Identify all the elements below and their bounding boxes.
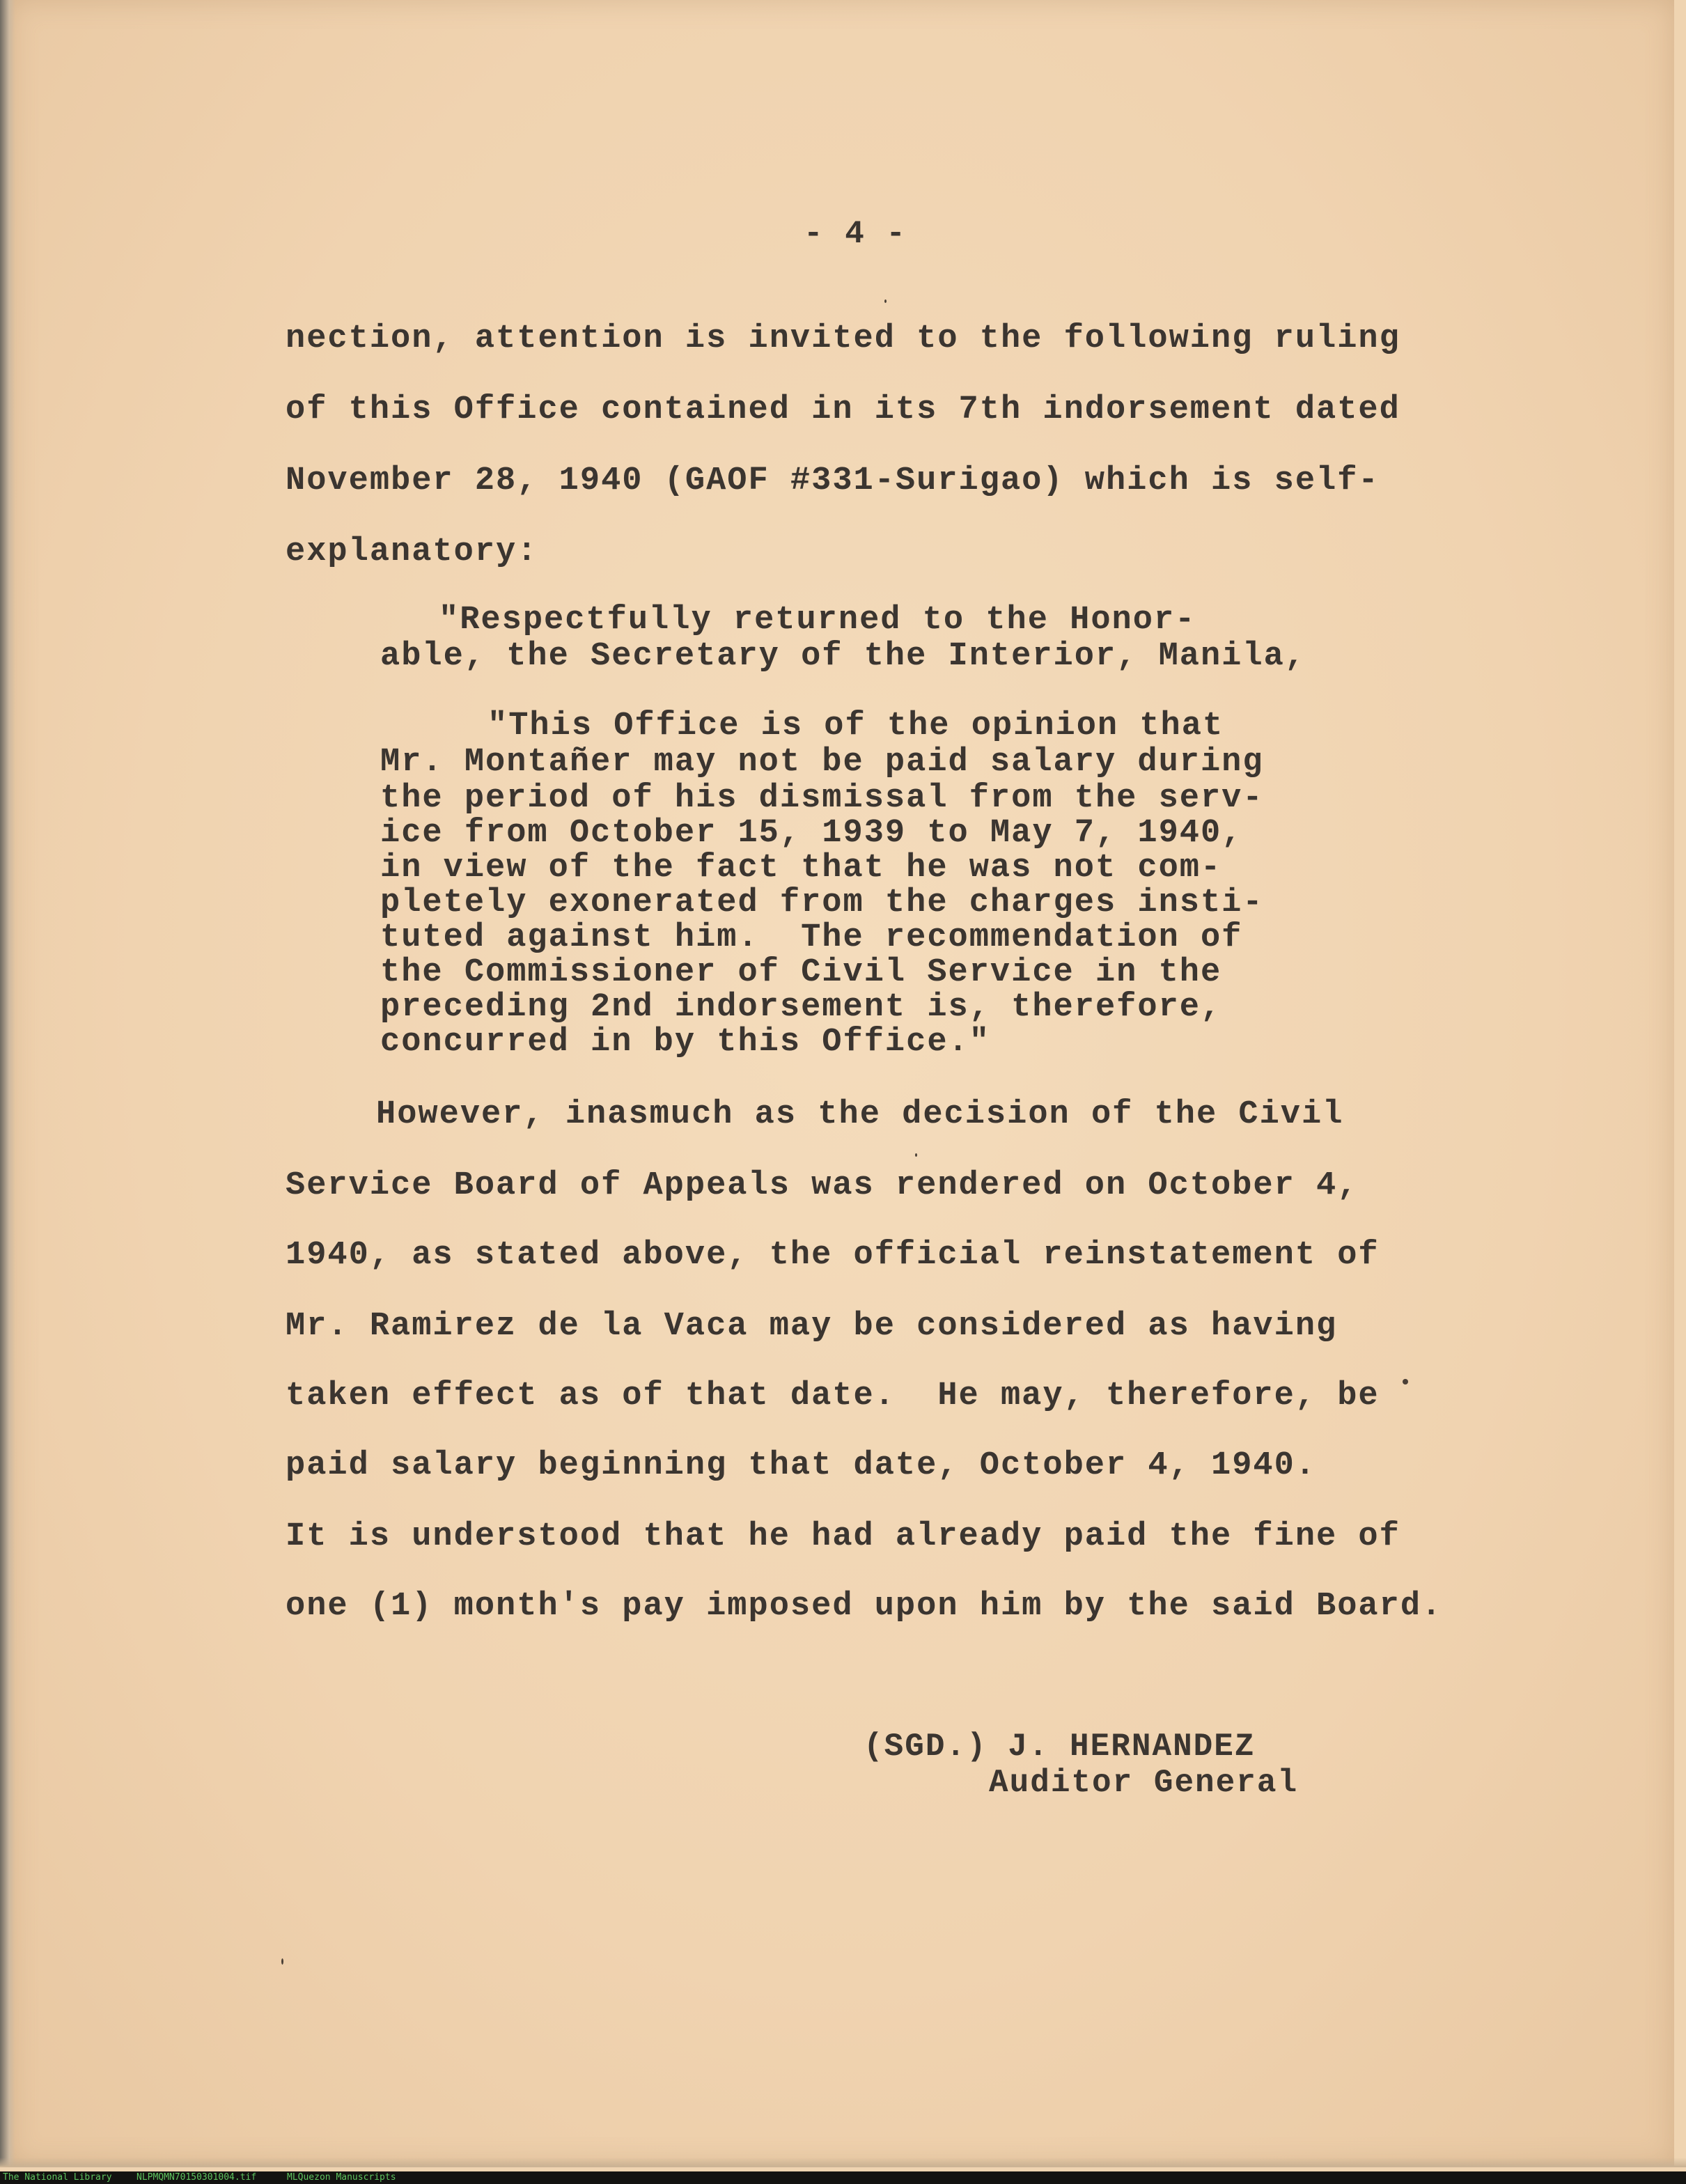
paper-sheet	[10, 0, 1674, 2166]
closing-line: However, inasmuch as the decision of the Civil	[376, 1096, 1344, 1133]
quote-body-line: the period of his dismissal from the serv-	[380, 780, 1264, 817]
closing-line: It is understood that he had already paid the fine of	[286, 1518, 1400, 1555]
opening-line: nection, attention is invited to the following ruling	[286, 320, 1400, 357]
scan-footer	[0, 2171, 1686, 2184]
signature-name: (SGD.) J. HERNANDEZ	[864, 1729, 1256, 1765]
closing-line: Mr. Ramirez de la Vaca may be considered as having	[286, 1308, 1338, 1345]
quote-body-line: preceding 2nd indorsement is, therefore,	[380, 989, 1222, 1026]
paper-edge-bottom	[0, 2158, 1686, 2167]
opening-line: November 28, 1940 (GAOF #331-Surigao) which is self-	[286, 462, 1380, 499]
quote-body-line: concurred in by this Office."	[380, 1024, 990, 1061]
closing-line: one (1) month's pay imposed upon him by the said Board.	[286, 1588, 1443, 1625]
quote-body-line: ice from October 15, 1939 to May 7, 1940,	[380, 815, 1243, 852]
footer-library: The National Library	[3, 2172, 112, 2183]
closing-line: Service Board of Appeals was rendered on October 4,	[286, 1167, 1359, 1204]
paper-edge-left	[0, 0, 15, 2166]
paper-speck	[915, 1153, 917, 1157]
closing-line: paid salary beginning that date, October 4, 1940.	[286, 1447, 1317, 1484]
paper-speck	[884, 299, 887, 303]
quote-body-line: tuted against him. The recommendation of	[380, 919, 1243, 956]
footer-file-name: NLPMQMN70150301004.tif	[136, 2172, 257, 2183]
quote-body-line: in view of the fact that he was not com-	[380, 850, 1222, 887]
page-number: - 4 -	[804, 216, 907, 252]
opening-line: of this Office contained in its 7th indorsement dated	[286, 391, 1400, 428]
paper-speck	[1403, 1379, 1408, 1384]
paper-speck	[281, 1958, 283, 1965]
closing-line: taken effect as of that date. He may, therefore, be	[286, 1378, 1380, 1414]
quote-intro-line: able, the Secretary of the Interior, Manila,	[380, 638, 1306, 675]
quote-body-line: "This Office is of the opinion that	[487, 708, 1224, 744]
quote-body-line: pletely exonerated from the charges insti-	[380, 884, 1264, 921]
signature-title: Auditor General	[989, 1765, 1299, 1801]
quote-body-line: Mr. Montañer may not be paid salary during	[380, 744, 1264, 781]
closing-line: 1940, as stated above, the official reinstatement of	[286, 1237, 1380, 1274]
quote-body-line: the Commissioner of Civil Service in the	[380, 954, 1222, 991]
quote-intro-line: "Respectfully returned to the Honor-	[439, 602, 1196, 639]
footer-collection: MLQuezon Manuscripts	[287, 2172, 396, 2183]
opening-line: explanatory:	[286, 533, 538, 570]
